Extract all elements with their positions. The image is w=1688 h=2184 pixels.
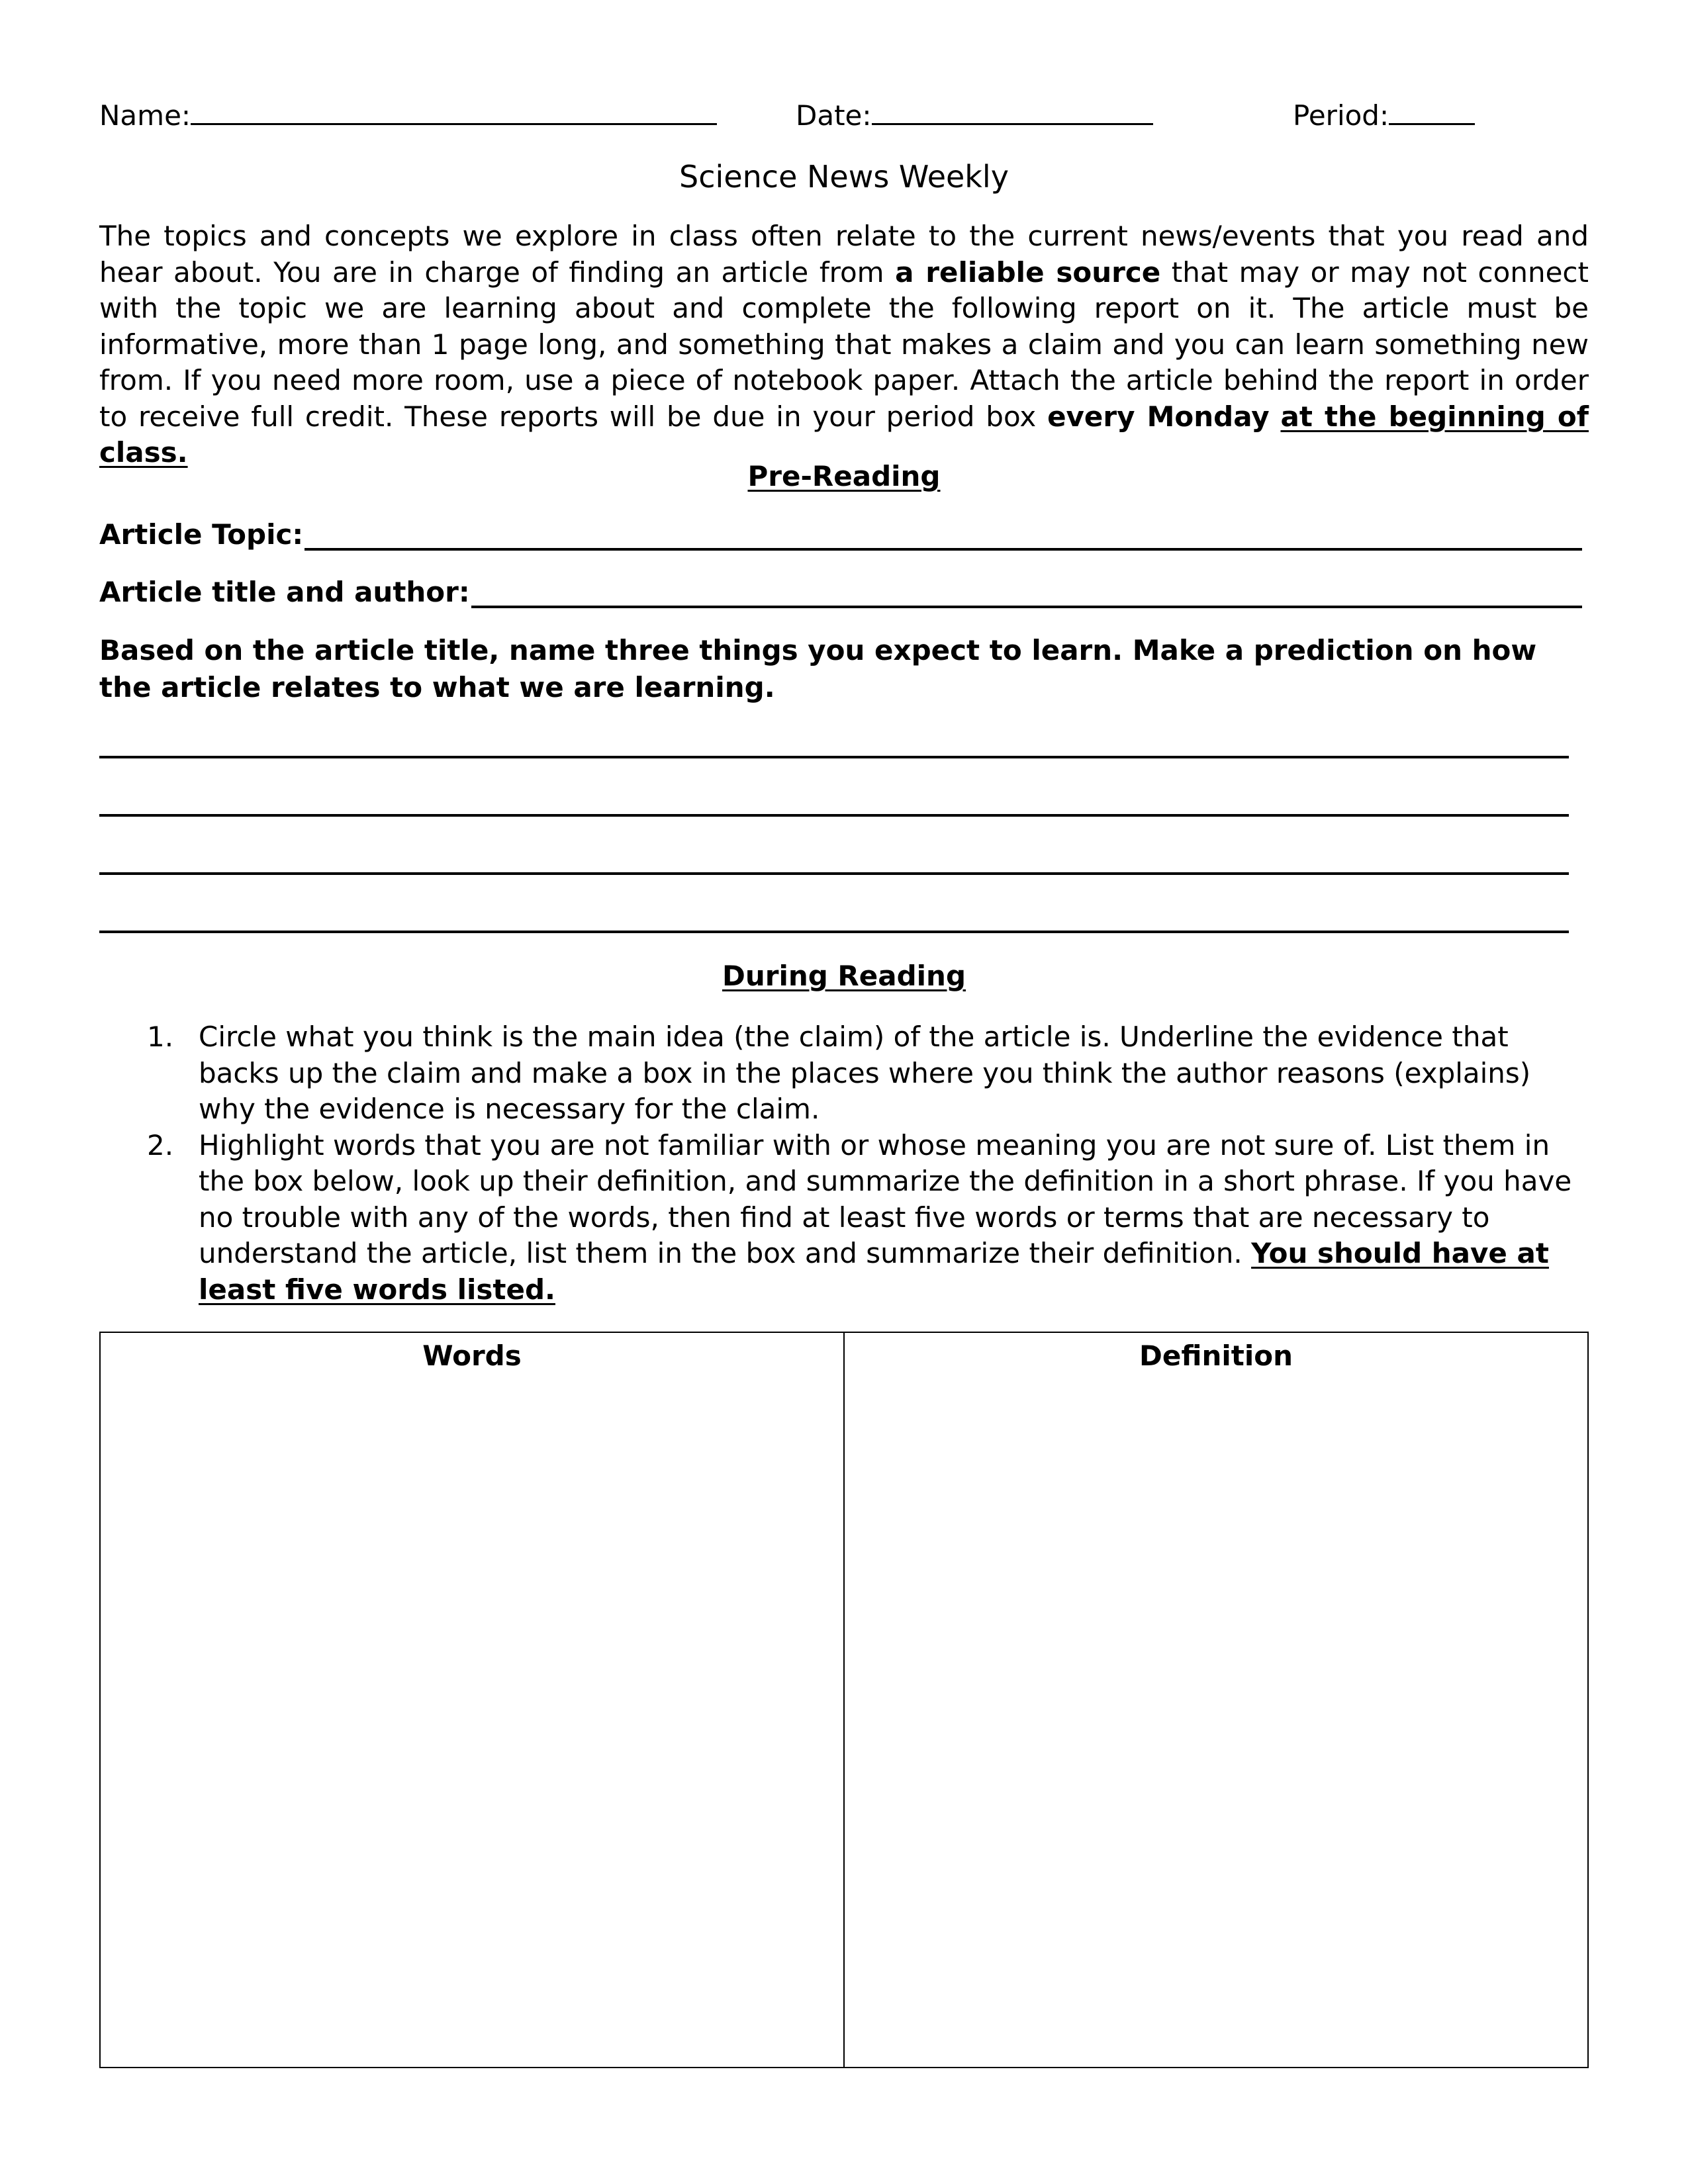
intro-bold-every-monday: every Monday <box>1047 400 1270 433</box>
list-item-emphasis: You should have at least five words listed. <box>199 1237 1549 1306</box>
name-field[interactable] <box>99 99 717 132</box>
intro-text-1: The topics and concepts we explore in class often relate to the current news/events that you read and hear about. You are in charge of finding an article from <box>99 220 1589 289</box>
definition-column[interactable] <box>843 1333 1587 2067</box>
vocabulary-table <box>99 1332 1589 2068</box>
page-title: Science News Weekly <box>679 159 1009 195</box>
period-label: Period: <box>1293 99 1389 132</box>
date-field[interactable] <box>796 99 1153 132</box>
answer-line[interactable] <box>99 872 1569 875</box>
name-label: Name: <box>99 99 191 132</box>
list-item-number: 1. <box>147 1021 174 1053</box>
answer-line[interactable] <box>99 814 1569 817</box>
article-topic-field[interactable] <box>99 518 1582 551</box>
pre-reading-heading: Pre-Reading <box>747 460 941 492</box>
intro-text-2: that may or may not connect with the topic we are learning about and complete the following report on it. The article must be informative, more than 1 page long, and something that makes a claim and you can learn something new from. If you need more room, use a piece of notebook paper. Attach the article behind the report in order to receive full credit. These reports will be due in your period box <box>99 255 1589 433</box>
article-title-author-label: Article title and author: <box>99 576 470 608</box>
list-item-text: Highlight words that you are not familiar with or whose meaning you are not sure of. List them in the box below, look up their definition, and summarize the definition in a short phrase. If you have no trouble with any of the words, then find at least five words or terms that are necessary to understand the article, list them in the box and summarize their definition. <box>199 1128 1572 1269</box>
list-item-number: 2. <box>147 1128 174 1161</box>
article-title-author-blank[interactable] <box>471 586 1582 608</box>
answer-line[interactable] <box>99 756 1569 758</box>
name-blank[interactable] <box>191 101 717 125</box>
date-label: Date: <box>796 99 872 132</box>
intro-space <box>1270 400 1281 433</box>
list-item <box>99 1128 1589 1308</box>
article-topic-label: Article Topic: <box>99 518 304 551</box>
period-field[interactable] <box>1293 99 1475 132</box>
words-column-header: Words <box>422 1340 522 1372</box>
period-blank[interactable] <box>1389 101 1475 125</box>
intro-paragraph <box>99 218 1589 471</box>
article-title-author-field[interactable] <box>99 576 1582 608</box>
definition-column-header: Definition <box>1139 1340 1293 1372</box>
during-reading-heading: During Reading <box>722 960 966 992</box>
intro-bold-reliable-source: a reliable source <box>895 255 1161 289</box>
list-item-text: Circle what you think is the main idea (the claim) of the article is. Underline the evidence that backs up the claim and make a box in the places where you think the author reasons (explains) why the evidence is necessary for the claim. <box>199 1021 1531 1125</box>
words-column[interactable] <box>101 1333 843 2067</box>
intro-bold-beginning-of-class: at the beginning of class. <box>99 400 1589 469</box>
list-item <box>99 1019 1589 1128</box>
date-blank[interactable] <box>872 101 1153 125</box>
answer-line[interactable] <box>99 931 1569 933</box>
prediction-question: Based on the article title, name three things you expect to learn. Make a prediction on how the article relates to what we are learning. <box>99 634 1537 704</box>
article-topic-blank[interactable] <box>305 528 1582 551</box>
during-reading-steps <box>99 1019 1589 1308</box>
